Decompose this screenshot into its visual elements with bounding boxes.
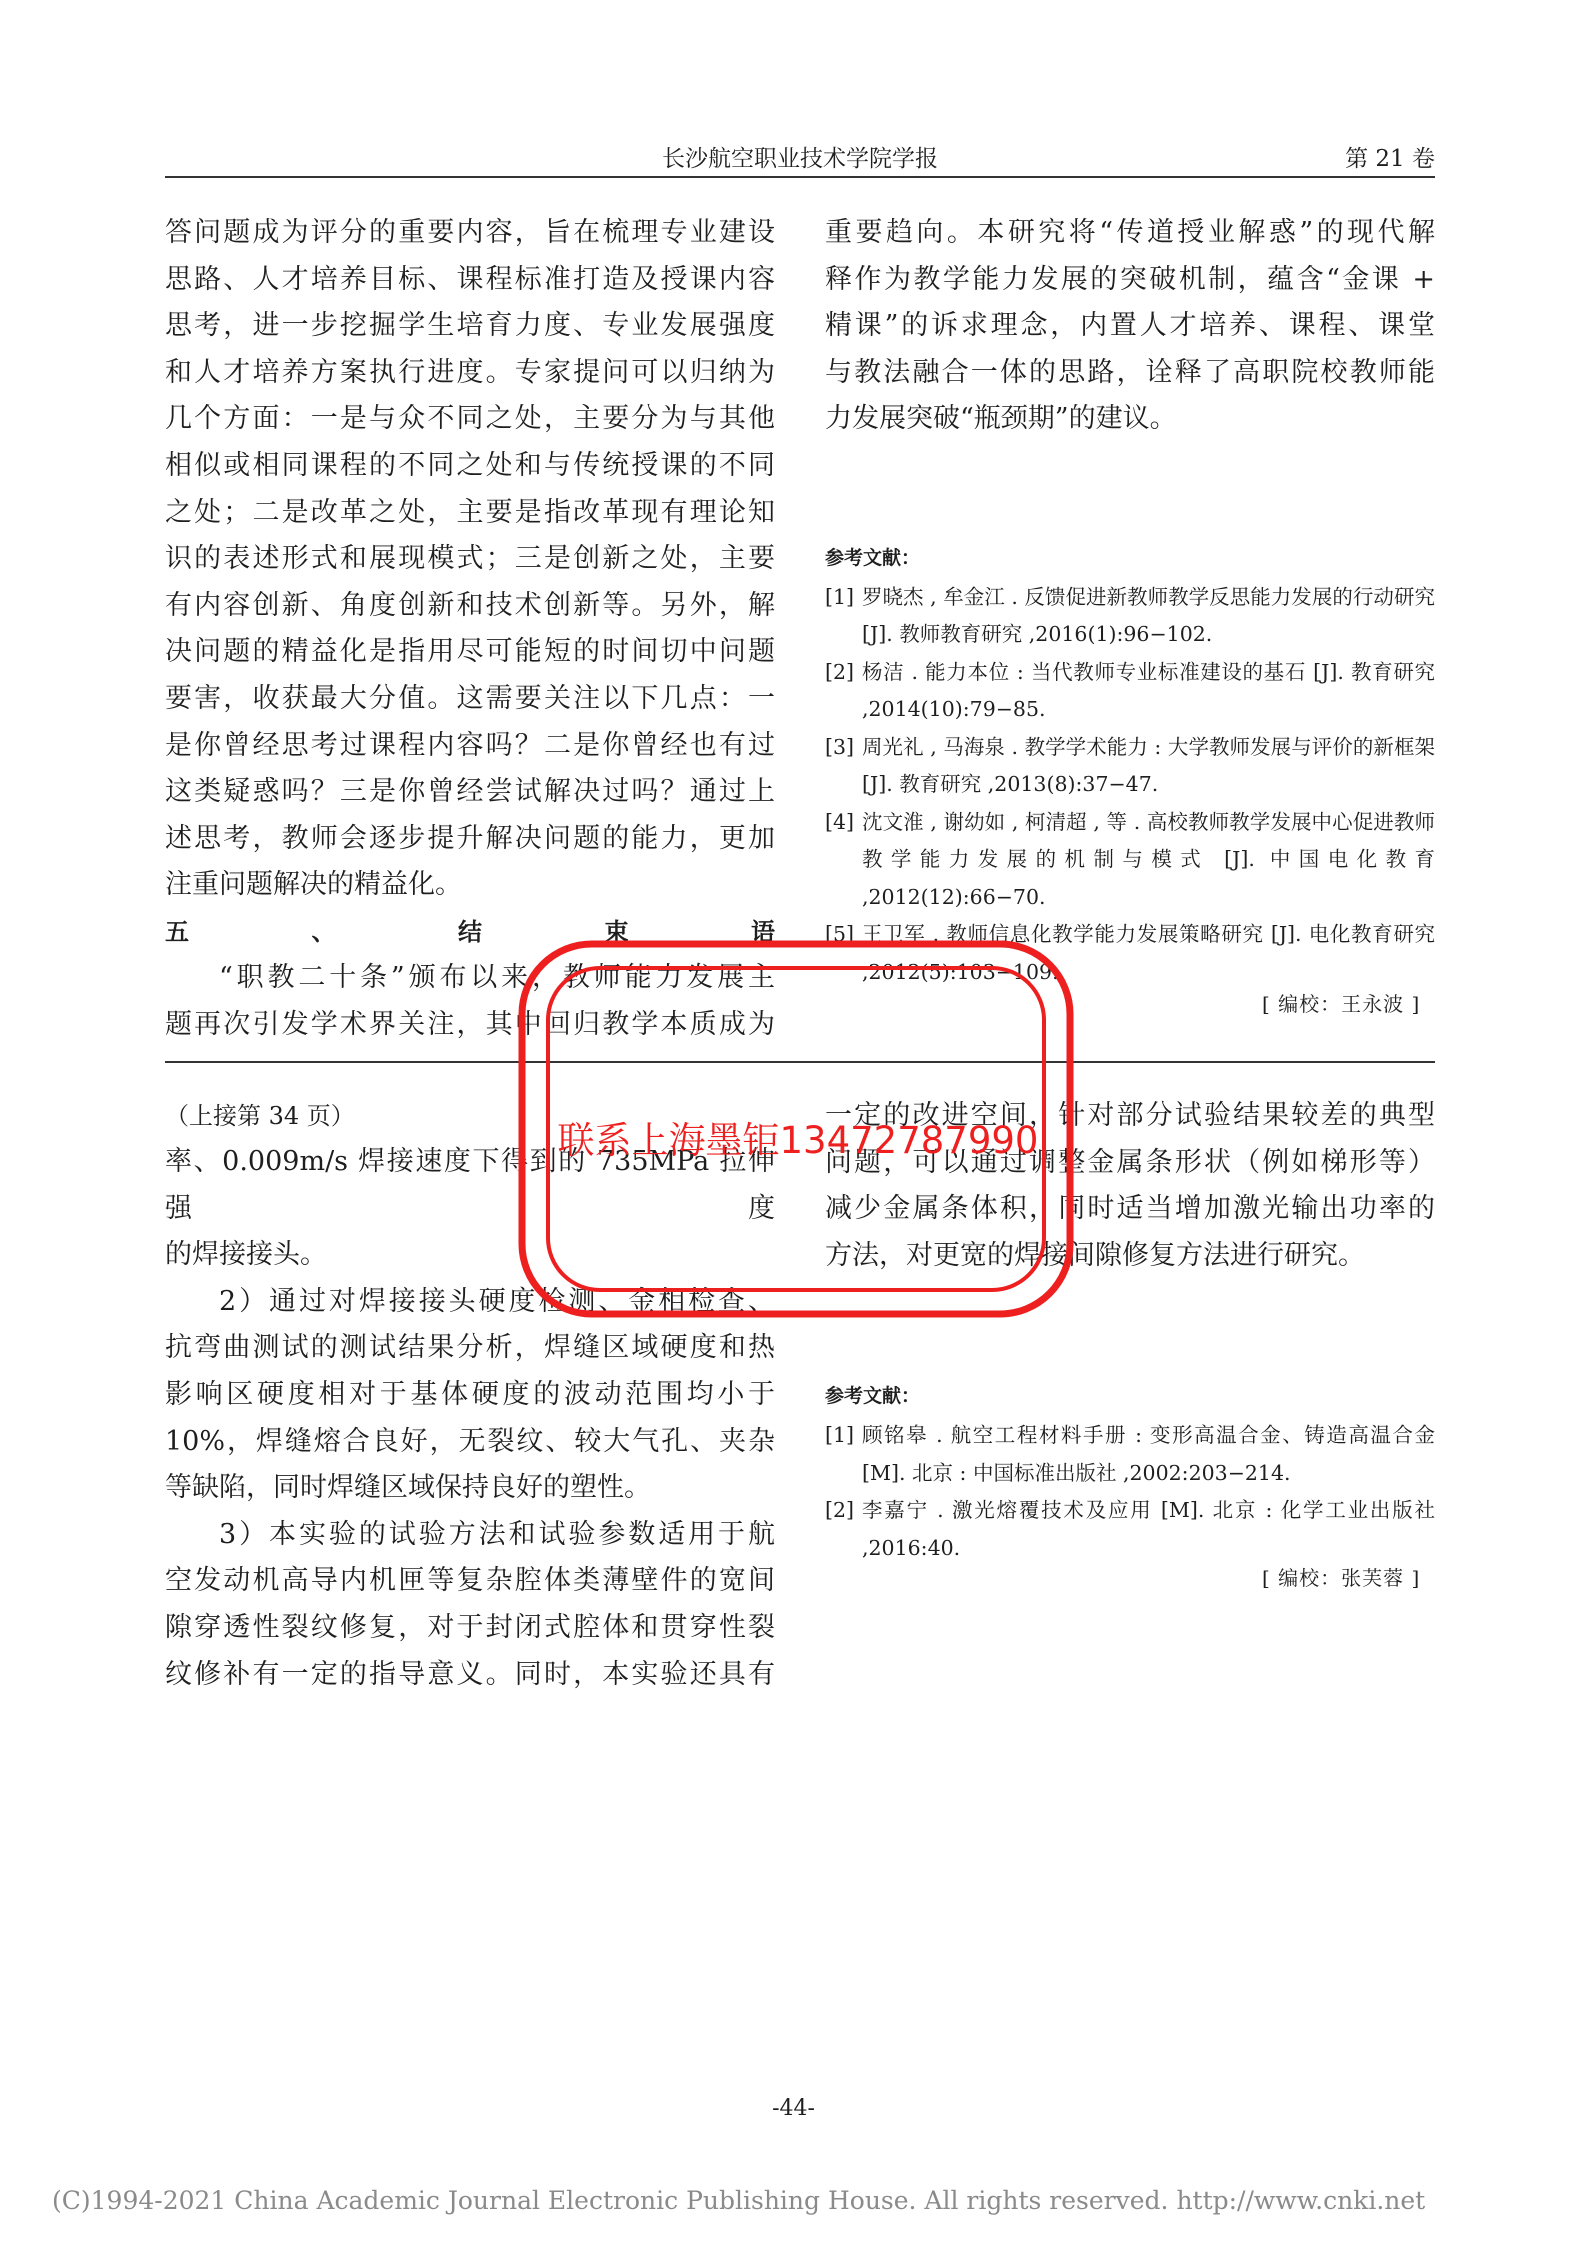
reference-item: [825, 654, 1435, 729]
bottom-right-paragraph: [825, 1093, 1435, 1279]
references-title: 参考文献：: [825, 546, 921, 569]
reference-list: [825, 1417, 1435, 1567]
text-line: “职教二十条”颁布以来，教师能力发展主: [219, 961, 775, 993]
text-line: 思路、人才培养目标、课程标准打造及授课内容: [165, 263, 775, 295]
text-line: 等缺陷，同时焊缝区域保持良好的塑性。: [165, 1472, 651, 1504]
journal-title: 长沙航空职业技术学院学报: [662, 146, 938, 172]
top-left-column: [165, 210, 775, 1048]
text-line: 精课”的诉求理念，内置人才培养、课程、课堂: [825, 310, 1435, 342]
text-line: 题再次引发学术界关注，其中回归教学本质成为: [165, 1008, 775, 1040]
reference-number: [4]: [825, 809, 855, 834]
top-right-column: [825, 210, 1435, 991]
article-divider: [165, 1061, 1435, 1063]
reference-number: [5]: [825, 922, 855, 947]
reference-number: [2]: [825, 659, 855, 684]
text-line: 力发展突破“瓶颈期”的建议。: [825, 403, 1177, 435]
text-line: 与教法融合一体的思路，诠释了高职院校教师能: [825, 356, 1435, 388]
references-title: 参考文献：: [825, 1385, 921, 1408]
reference-text: 李嘉宁 . 激光熔覆技术及应用 [M]. 北京 : 化学工业出版社 ,2016:40.: [862, 1498, 1435, 1560]
reference-item: [825, 804, 1435, 917]
top-left-paragraph: [165, 210, 775, 909]
reference-text: 周光礼 , 马海泉 . 教学学术能力 : 大学教师发展与评价的新框架 [J]. 教育研究 ,2013(8):37−47.: [862, 734, 1435, 797]
page-number: -44-: [772, 2096, 815, 2121]
text-line: 重要趋向。本研究将“传道授业解惑”的现代解: [825, 217, 1435, 248]
text-line: 的焊接接头。: [165, 1239, 327, 1271]
copyright-notice: (C)1994-2021 China Academic Journal Electronic Publishing House. All rights reserved. http://www.cnki.net: [52, 2186, 1426, 2215]
reference-item: [825, 1417, 1435, 1492]
text-line: 3）本实验的试验方法和试验参数适用于航: [219, 1518, 775, 1550]
reference-item: [825, 1492, 1435, 1567]
reference-number: [1]: [825, 584, 855, 609]
watermark-text: 联系上海墨钜13472787990: [557, 1119, 1039, 1162]
text-line: 和人才培养方案执行进度。专家提问可以归纳为: [165, 356, 775, 388]
text-line: 方法，对更宽的焊接间隙修复方法进行研究。: [825, 1239, 1365, 1271]
text-line: 纹修补有一定的指导意义。同时，本实验还具有: [165, 1658, 775, 1690]
text-line: 问题，可以通过调整金属条形状（例如梯形等）: [825, 1146, 1435, 1178]
text-line: 决问题的精益化是指用尽可能短的时间切中问题: [165, 636, 775, 668]
text-line: 影响区硬度相对于基体硬度的波动范围均小于: [165, 1378, 775, 1410]
bottom-left-paragraph: [165, 1139, 775, 1279]
text-line: 述思考，教师会逐步提升解决问题的能力，更加: [165, 822, 775, 854]
text-line: 答问题成为评分的重要内容，旨在梳理专业建设: [165, 217, 775, 248]
reference-list: [825, 579, 1435, 992]
reference-item: [825, 579, 1435, 654]
text-line: 相似或相同课程的不同之处和与传统授课的不同: [165, 449, 775, 481]
reference-item: [825, 916, 1435, 991]
text-line: 率、0.009m/s 焊接速度下得到的 735MPa 拉伸强度: [165, 1146, 775, 1224]
text-line: 注重问题解决的精益化。: [165, 869, 462, 901]
text-line: 一定的改进空间，针对部分试验结果较差的典型: [825, 1100, 1435, 1131]
text-line: 释作为教学能力发展的突破机制，蕴含“金课 +: [825, 263, 1435, 295]
text-line: 几个方面：一是与众不同之处，主要分为与其他: [165, 403, 775, 435]
top-right-paragraph: [825, 210, 1435, 443]
running-header: [165, 136, 1435, 178]
reference-text: 沈文淮 , 谢幼如 , 柯清超 , 等 . 高校教师教学发展中心促进教师教学能力发展的机制与模式 [J]. 中国电化教育 ,2012(12):66−70.: [862, 809, 1435, 909]
reference-number: [2]: [825, 1498, 855, 1523]
finding-3-paragraph: [165, 1512, 775, 1698]
text-line: 识的表述形式和展现模式；三是创新之处，主要: [165, 543, 775, 575]
reference-item: [825, 729, 1435, 804]
text-line: 思考，进一步挖掘学生培育力度、专业发展强度: [165, 310, 775, 342]
text-line: 隙穿透性裂纹修复，对于封闭式腔体和贯穿性裂: [165, 1611, 775, 1643]
reference-text: 王卫军 . 教师信息化教学能力发展策略研究 [J]. 电化教育研究 ,2012(5):103−109.: [862, 922, 1435, 984]
volume-label: 第 21 卷: [1345, 146, 1435, 172]
bottom-right-column: [825, 1093, 1435, 1567]
text-line: 2）通过对焊接接头硬度检测、金相检查、: [219, 1285, 775, 1317]
reference-number: [1]: [825, 1423, 855, 1448]
reference-text: 顾铭皋 . 航空工程材料手册 : 变形高温合金、铸造高温合金 [M]. 北京 : 中国标准出版社 ,2002:203−214.: [862, 1423, 1435, 1485]
text-line: 这类疑惑吗？三是你曾经尝试解决过吗？通过上: [165, 776, 775, 808]
bottom-left-column: [165, 1093, 775, 1698]
text-line: 减少金属条体积，同时适当增加激光输出功率的: [825, 1193, 1435, 1225]
section-title-conclusion: 五、结束语: [165, 917, 775, 946]
editor-credit-top: [ 编校：王永波 ]: [1262, 992, 1421, 1016]
editor-credit-bottom: [ 编校：张芙蓉 ]: [1262, 1566, 1421, 1590]
text-line: 要害，收获最大分值。这需要关注以下几点：一: [165, 682, 775, 714]
conclusion-paragraph: [165, 955, 775, 1048]
text-line: 10%，焊缝熔合良好，无裂纹、较大气孔、夹杂: [165, 1425, 775, 1457]
text-line: 之处；二是改革之处，主要是指改革现有理论知: [165, 496, 775, 528]
finding-2-paragraph: [165, 1279, 775, 1512]
reference-text: 杨洁 . 能力本位 : 当代教师专业标准建设的基石 [J]. 教育研究 ,2014(10):79−85.: [862, 659, 1435, 722]
text-line: 是你曾经思考过课程内容吗？二是你曾经也有过: [165, 729, 775, 761]
continued-from-label: （上接第 34 页）: [165, 1102, 355, 1130]
text-line: 有内容创新、角度创新和技术创新等。另外，解: [165, 589, 775, 621]
reference-number: [3]: [825, 734, 855, 759]
text-line: 抗弯曲测试的测试结果分析，焊缝区域硬度和热: [165, 1332, 775, 1364]
text-line: 空发动机高导内机匣等复杂腔体类薄壁件的宽间: [165, 1565, 775, 1597]
reference-text: 罗晓杰 , 牟金江 . 反馈促进新教师教学反思能力发展的行动研究 [J]. 教师教育研究 ,2016(1):96−102.: [862, 584, 1435, 647]
